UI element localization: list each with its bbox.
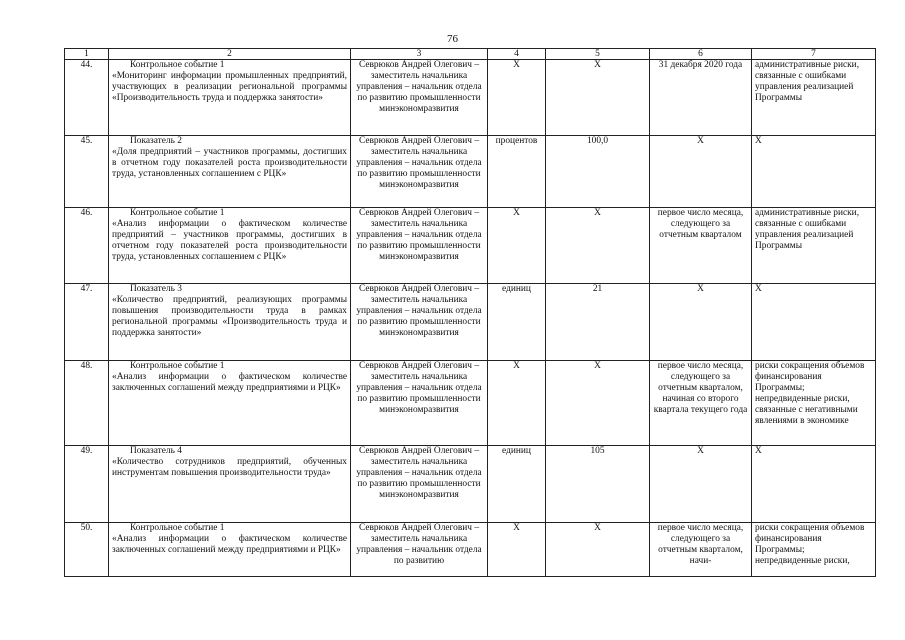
row-number-cell: 45. xyxy=(65,136,109,208)
responsible-cell: Севрюков Андрей Олегович – заместитель начальника управления – начальник отдела по развитию промышленности минэкономразвития xyxy=(351,60,488,136)
indicator-cell xyxy=(109,208,351,284)
value-cell: 100,0 xyxy=(546,136,650,208)
deadline-cell: X xyxy=(650,446,752,523)
plan-table xyxy=(64,48,876,577)
value-cell: X xyxy=(546,60,650,136)
risks-cell: X xyxy=(752,136,876,208)
column-number: 5 xyxy=(546,49,650,60)
row-number-cell: 46. xyxy=(65,208,109,284)
column-number: 1 xyxy=(65,49,109,60)
deadline-cell: X xyxy=(650,284,752,361)
indicator-cell xyxy=(109,446,351,523)
indicator-description: «Количество сотрудников предприятий, обученных инструментам повышения производительности труда» xyxy=(112,456,347,478)
indicator-cell xyxy=(109,361,351,446)
column-number: 4 xyxy=(488,49,546,60)
page-number: 76 xyxy=(447,33,458,45)
table-row xyxy=(65,523,876,577)
responsible-cell: Севрюков Андрей Олегович – заместитель начальника управления – начальник отдела по развитию xyxy=(351,523,488,577)
indicator-description: «Анализ информации о фактическом количестве заключенных соглашений между предприятиями и РЦК» xyxy=(112,533,347,555)
row-number-cell: 47. xyxy=(65,284,109,361)
unit-cell: процентов xyxy=(488,136,546,208)
indicator-cell xyxy=(109,136,351,208)
deadline-cell: первое число месяца, следующего за отчетным кварталом, начиная со второго квартала текущего года xyxy=(650,361,752,446)
unit-cell: единиц xyxy=(488,284,546,361)
responsible-cell: Севрюков Андрей Олегович – заместитель начальника управления – начальник отдела по развитию промышленности минэкономразвития xyxy=(351,361,488,446)
deadline-cell: первое число месяца, следующего за отчетным кварталом, начи- xyxy=(650,523,752,577)
row-number-cell: 50. xyxy=(65,523,109,577)
indicator-type: Контрольное событие 1 xyxy=(130,208,225,218)
responsible-cell: Севрюков Андрей Олегович – заместитель начальника управления – начальник отдела по развитию промышленности минэкономразвития xyxy=(351,446,488,523)
column-numbers-row xyxy=(65,49,876,60)
indicator-description: «Анализ информации о фактическом количестве заключенных соглашений между предприятиями и РЦК» xyxy=(112,371,347,393)
risks-cell: административные риски, связанные с ошибками управления реализацией Программы xyxy=(752,208,876,284)
deadline-cell: X xyxy=(650,136,752,208)
row-number-cell: 48. xyxy=(65,361,109,446)
indicator-description: «Доля предприятий – участников программы, достигших в отчетном году показателей роста производительности труда, установленных соглашением с РЦК» xyxy=(112,146,347,179)
indicator-description: «Анализ информации о фактическом количестве предприятий – участников программы, достигших в отчетном году показателей роста производительности труда, установленных соглашением с РЦК» xyxy=(112,218,347,262)
indicator-type: Показатель 4 xyxy=(130,446,182,456)
deadline-cell: 31 декабря 2020 года xyxy=(650,60,752,136)
table-row xyxy=(65,208,876,284)
value-cell: X xyxy=(546,208,650,284)
value-cell: X xyxy=(546,361,650,446)
deadline-cell: первое число месяца, следующего за отчетным кварталом xyxy=(650,208,752,284)
indicator-type: Показатель 2 xyxy=(130,136,182,146)
column-number: 3 xyxy=(351,49,488,60)
indicator-type: Контрольное событие 1 xyxy=(130,361,225,371)
indicator-type: Контрольное событие 1 xyxy=(130,60,225,70)
indicator-type: Контрольное событие 1 xyxy=(130,523,225,533)
table-row xyxy=(65,446,876,523)
unit-cell: X xyxy=(488,523,546,577)
risks-cell: X xyxy=(752,446,876,523)
indicator-cell xyxy=(109,60,351,136)
value-cell: 21 xyxy=(546,284,650,361)
risks-cell: риски сокращения объемов финансирования Программы; непредвиденные риски, xyxy=(752,523,876,577)
risks-cell: X xyxy=(752,284,876,361)
table-row xyxy=(65,284,876,361)
unit-cell: единиц xyxy=(488,446,546,523)
risks-cell: риски сокращения объемов финансирования Программы; непредвиденные риски, связанные с негативными явлениями в экономике xyxy=(752,361,876,446)
value-cell: X xyxy=(546,523,650,577)
unit-cell: X xyxy=(488,60,546,136)
indicator-description: «Мониторинг информации промышленных предприятий, участвующих в реализации региональной программы «Производительность труда и поддержка занятости» xyxy=(112,70,347,103)
indicator-description: «Количество предприятий, реализующих программы повышения производительности труда в рамках региональной программы «Производительность труда и поддержка занятости» xyxy=(112,294,347,338)
row-number-cell: 49. xyxy=(65,446,109,523)
table-row xyxy=(65,361,876,446)
responsible-cell: Севрюков Андрей Олегович – заместитель начальника управления – начальник отдела по развитию промышленности минэкономразвития xyxy=(351,136,488,208)
column-number: 7 xyxy=(752,49,876,60)
indicator-cell xyxy=(109,284,351,361)
responsible-cell: Севрюков Андрей Олегович – заместитель начальника управления – начальник отдела по развитию промышленности минэкономразвития xyxy=(351,208,488,284)
responsible-cell: Севрюков Андрей Олегович – заместитель начальника управления – начальник отдела по развитию промышленности минэкономразвития xyxy=(351,284,488,361)
column-number: 6 xyxy=(650,49,752,60)
risks-cell: административные риски, связанные с ошибками управления реализацией Программы xyxy=(752,60,876,136)
row-number-cell: 44. xyxy=(65,60,109,136)
column-number: 2 xyxy=(109,49,351,60)
unit-cell: X xyxy=(488,361,546,446)
indicator-type: Показатель 3 xyxy=(130,284,182,294)
table-row xyxy=(65,136,876,208)
indicator-cell xyxy=(109,523,351,577)
unit-cell: X xyxy=(488,208,546,284)
table-row xyxy=(65,60,876,136)
value-cell: 105 xyxy=(546,446,650,523)
